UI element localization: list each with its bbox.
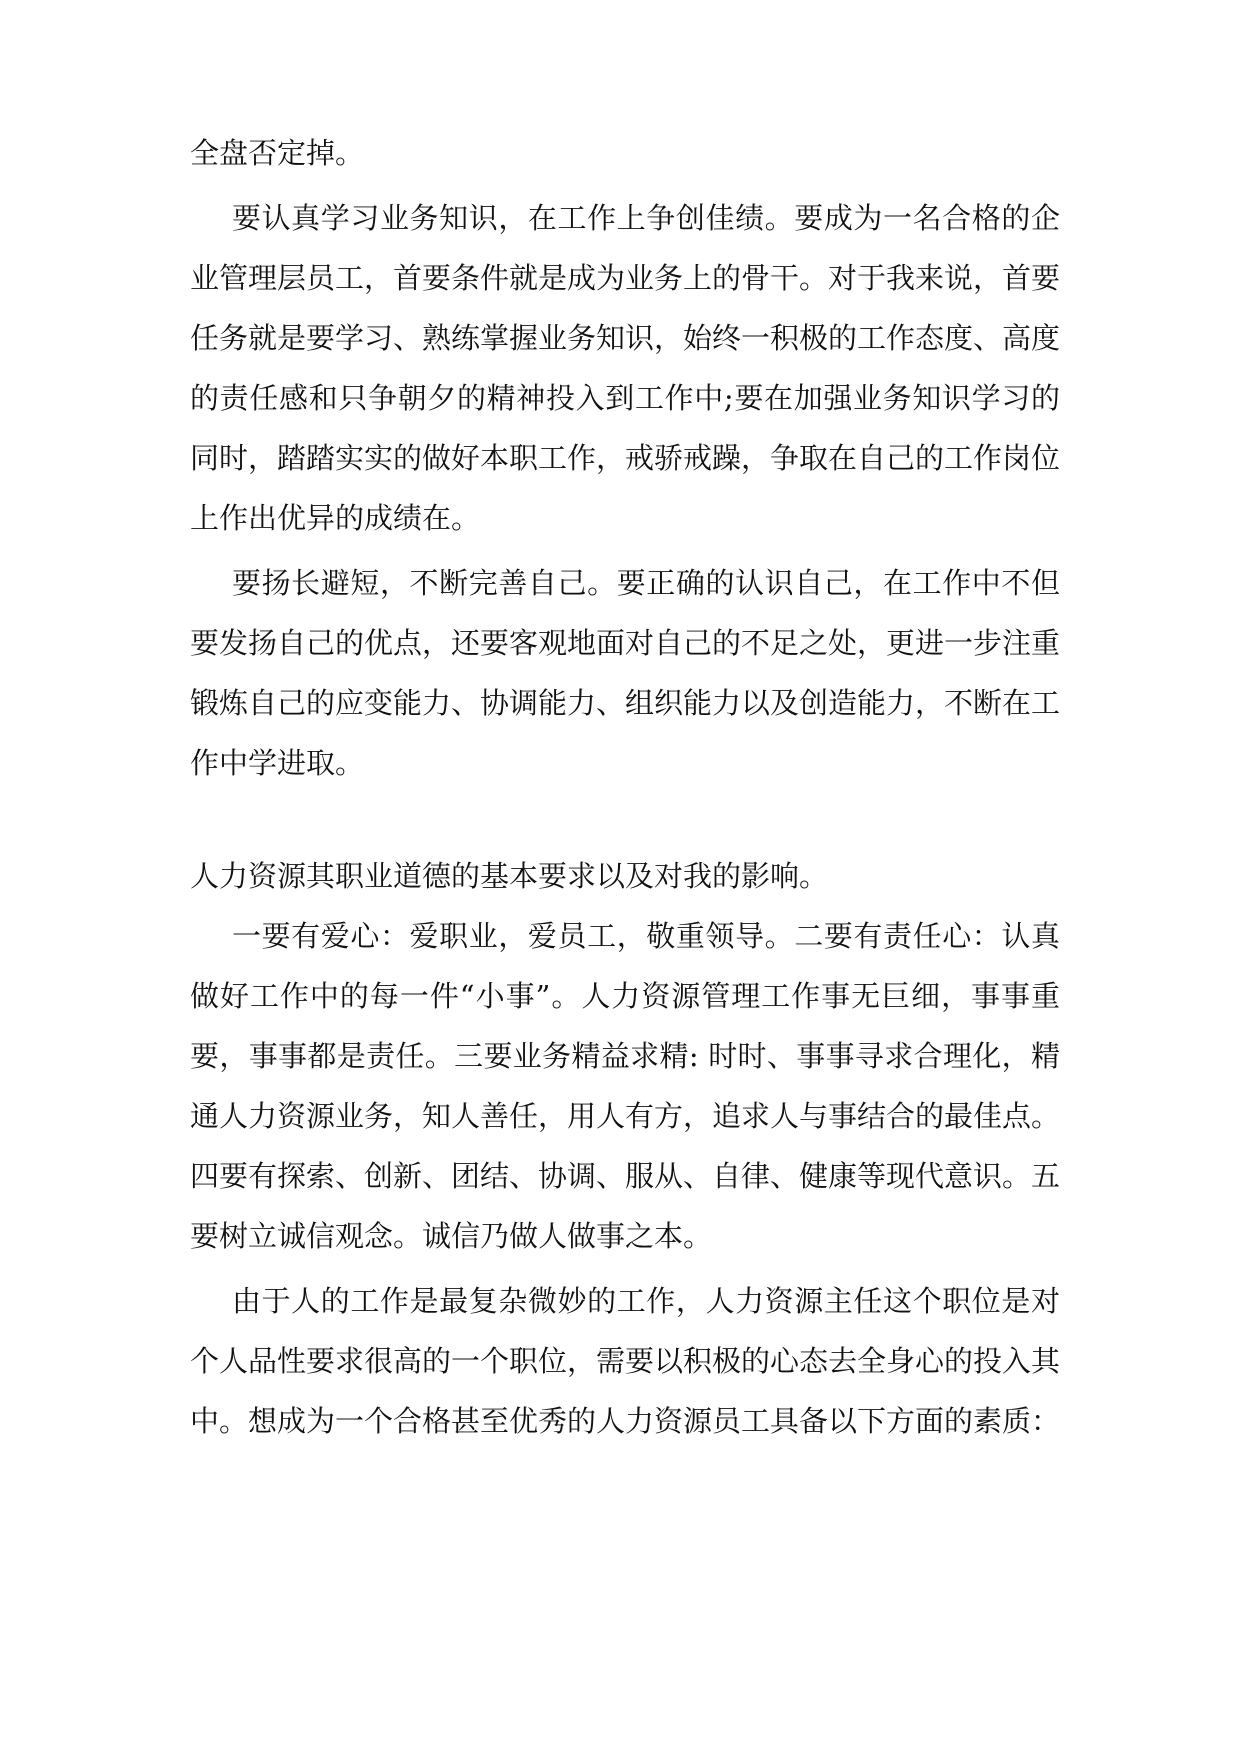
paragraph-line: 任务就是要学习、熟练掌握业务知识，始终一积极的工作态度、高度: [190, 321, 1060, 355]
paragraph-line: 个人品性要求很高的一个职位，需要以积极的心态去全身心的投入其: [190, 1344, 1060, 1378]
paragraph-line: 四要有探索、创新、团结、协调、服从、自律、健康等现代意识。五: [190, 1159, 1060, 1193]
paragraph-line: 的责任感和只争朝夕的精神投入到工作中;要在加强业务知识学习的: [190, 381, 1060, 415]
paragraph-line: 要扬长避短，不断完善自己。要正确的认识自己，在工作中不但: [232, 566, 1060, 600]
paragraph-line: 一要有爱心：爱职业，爱员工，敬重领导。二要有责任心：认真: [232, 919, 1060, 953]
paragraph-line: 同时，踏踏实实的做好本职工作，戒骄戒躁，争取在自己的工作岗位: [190, 441, 1060, 475]
paragraph-line: 全盘否定掉。: [190, 136, 365, 170]
paragraph-line: 上作出优异的成绩在。: [190, 501, 481, 535]
paragraph-line: 通人力资源业务，知人善任，用人有方，追求人与事结合的最佳点。: [190, 1099, 1060, 1133]
paragraph-line: 要发扬自己的优点，还要客观地面对自己的不足之处，更进一步注重: [190, 626, 1060, 660]
paragraph-line: 锻炼自己的应变能力、协调能力、组织能力以及创造能力，不断在工: [190, 686, 1060, 720]
paragraph-line: 中。想成为一个合格甚至优秀的人力资源员工具备以下方面的素质：: [190, 1404, 1060, 1438]
paragraph-line: 作中学进取。: [190, 746, 365, 780]
section-heading: 人力资源其职业道德的基本要求以及对我的影响。: [190, 859, 829, 893]
paragraph-line: 由于人的工作是最复杂微妙的工作，人力资源主任这个职位是对: [232, 1284, 1060, 1318]
paragraph-line: 要，事事都是责任。三要业务精益求精: 时时、事事寻求合理化，精: [190, 1039, 1060, 1073]
paragraph-line: 业管理层员工，首要条件就是成为业务上的骨干。对于我来说，首要: [190, 261, 1060, 295]
paragraph-line: 做好工作中的每一件“小事”。人力资源管理工作事无巨细，事事重: [190, 979, 1060, 1013]
paragraph-line: 要认真学习业务知识，在工作上争创佳绩。要成为一名合格的企: [232, 201, 1060, 235]
paragraph-line: 要树立诚信观念。诚信乃做人做事之本。: [190, 1219, 713, 1253]
